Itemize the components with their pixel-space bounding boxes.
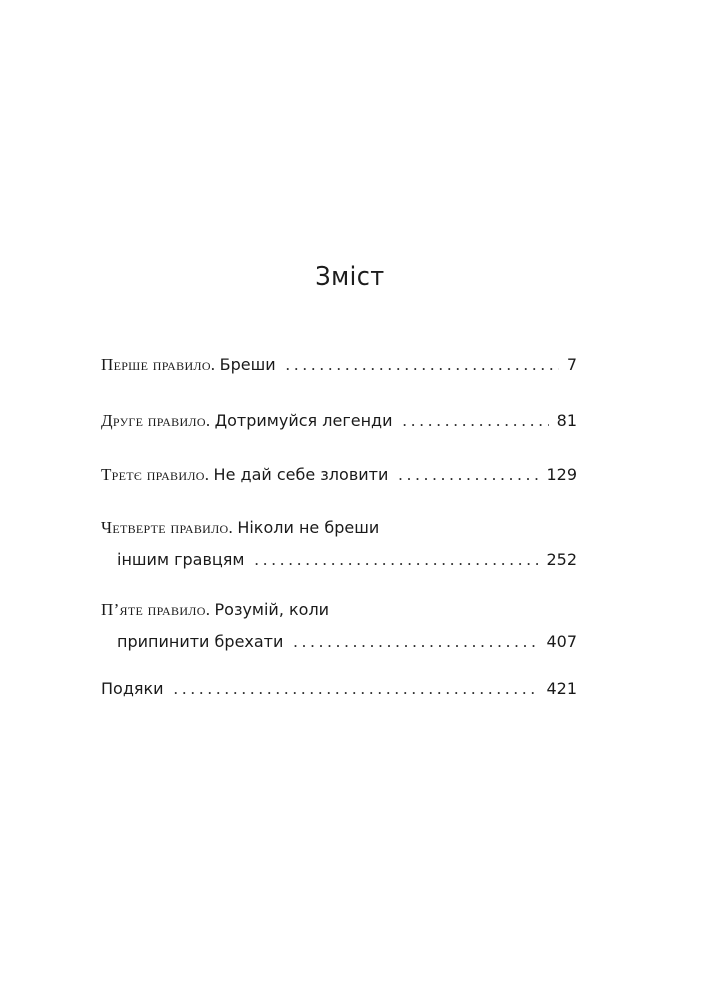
toc-entry-rule: П’яте правило. [101, 600, 211, 619]
toc-entry-line [101, 354, 577, 376]
toc-entry[interactable] [101, 354, 577, 376]
dot-leader [286, 354, 559, 376]
toc-entry-page-number: 129 [546, 465, 577, 484]
toc-entry-title-continuation: іншим гравцям [117, 550, 245, 569]
toc-entry-title-continuation: припинити брехати [117, 632, 284, 651]
toc-entry-line [101, 464, 577, 486]
dot-leader [398, 464, 538, 486]
toc-entry-rule: Третє правило. [101, 465, 210, 484]
dot-leader [293, 631, 538, 653]
toc-entry-line [101, 517, 577, 539]
toc-entry-rule: Перше правило. [101, 355, 216, 374]
toc-entry[interactable] [101, 678, 577, 700]
toc-entry-title: Подяки [101, 679, 164, 698]
toc-entry-title: Ніколи не бреши [237, 518, 380, 537]
dot-leader [174, 678, 539, 700]
toc-entry-line [101, 678, 577, 700]
toc-entry-rule: Четверте правило. [101, 518, 234, 537]
toc-heading: Зміст [315, 262, 385, 292]
toc-entry[interactable] [101, 464, 577, 486]
toc-entry-continuation-line [101, 549, 577, 571]
toc-entry-title: Бреши [219, 355, 276, 374]
toc-entry[interactable] [101, 517, 577, 571]
toc-entry-page-number: 81 [556, 411, 577, 430]
toc-entry-rule: Друге правило. [101, 411, 211, 430]
toc-entry-line [101, 599, 577, 621]
toc-entry-page-number: 7 [566, 355, 577, 374]
toc-entry-title: Не дай себе зловити [213, 465, 389, 484]
toc-entry-page-number: 421 [546, 679, 577, 698]
dot-leader [254, 549, 538, 571]
toc-entry-page-number: 407 [546, 632, 577, 651]
toc-entry-page-number: 252 [546, 550, 577, 569]
toc-entry[interactable] [101, 410, 577, 432]
dot-leader [403, 410, 549, 432]
toc-entry-line [101, 410, 577, 432]
toc-entry[interactable] [101, 599, 577, 653]
toc-entry-title: Дотримуйся легенди [214, 411, 393, 430]
toc-entry-title: Розумій, коли [214, 600, 330, 619]
toc-entry-continuation-line [101, 631, 577, 653]
